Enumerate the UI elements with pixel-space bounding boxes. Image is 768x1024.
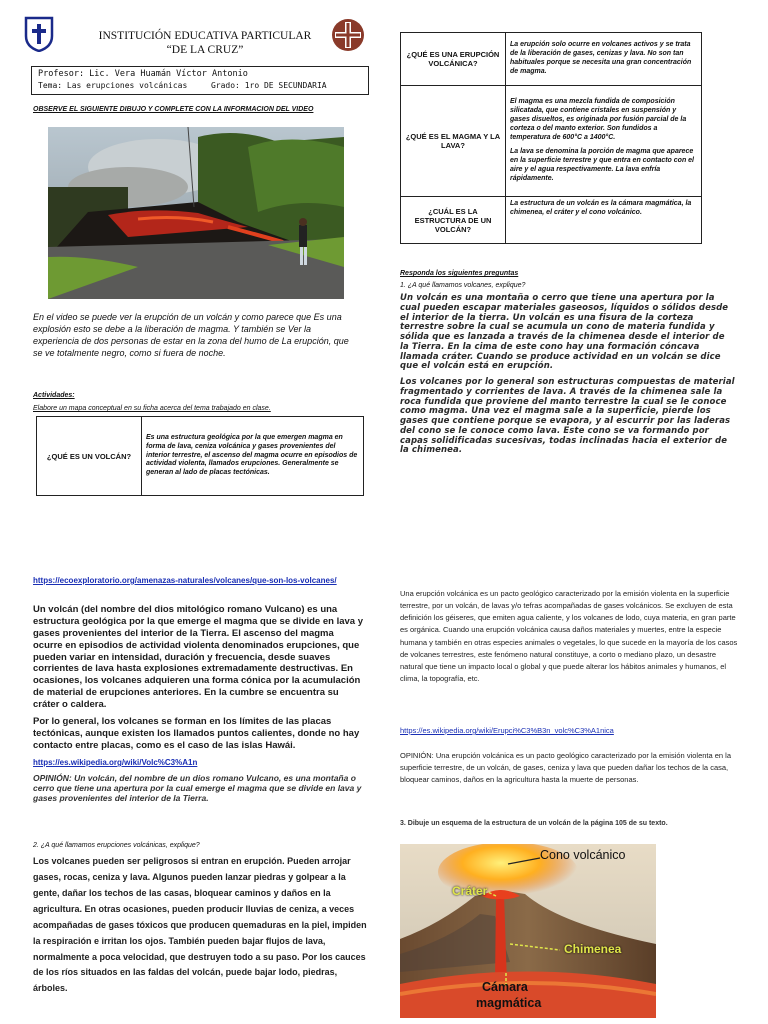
question-cell: ¿QUÉ ES UN VOLCÁN? (37, 417, 142, 496)
grade-value: 1ro DE SECUNDARIA (244, 81, 327, 90)
question-cell: ¿CUÁL ES LA ESTRUCTURA DE UN VOLCÁN? (401, 197, 506, 244)
eruption-paragraph: Una erupción volcánica es un pacto geológico caracterizado por la emisión violenta en la superficie terrestre, por un volcán, de lavas y/o tefras acompañadas de gases volcánicos. Se excluyen de esta definición los géiseres, que emiten agua caliente, y los volcanes de lodo, cuya materia, en gran parte es orgánica. Cuando una erupción volcánica causa daños materiales y muertes, entre la especie humana y también en otras especies animales o vegetales, lo que sucede en la mayoría de los casos de volcanes terrestres, este fenómeno natural constituye, a corto o mediano plazo, un desastre natural que tiene un impacto local o global y que puede alterar los hábitos animales y humanos, el clima, la topografía, etc. (400, 589, 738, 683)
instruction-heading: OBSERVE EL SIGUIENTE DIBUJO Y COMPLETE CON LA INFORMACION DEL VIDEO (33, 106, 314, 113)
answer-cell: Es una estructura geológica por la que emergen magma en forma de lava, ceniza volcánica y gases provenientes del interior terrestre, el ascenso del magma ocurre en episodios de actividad violenta, llamados erupciones. Generalmente se generan al lado de placas tectónicas. (142, 417, 364, 496)
volcano-paragraph-1: Un volcán (del nombre del dios mitológico romano Vulcano) es una estructura geológica por la que emerge el magma que se divide en lava y gases provenientes del interior de la Tierra. El ascenso del magma ocurre en episodios de actividad violenta denominados erupciones, que pueden variar en intensidad, duración y frecuencia, desde suaves corrientes de lava hasta explosiones extremadamente destructivas. En ocasiones, los volcanes adquieren una forma cónica por la acumulación de material de erupciones anteriores. En la cumbre se encuentra su cráter o caldera. (33, 604, 363, 710)
activities-title: Actividades: (33, 392, 75, 399)
school-crest-left (24, 16, 54, 52)
lava-definition: La lava se denomina la porción de magma que aparece en la superficie terrestre y que entra en contacto con el aire y el agua respectivamente. La lava enfría rápidamente. (510, 148, 695, 183)
activities-instruction: Elabore un mapa conceptual en su ficha acerca del tema trabajado en clase. (33, 405, 271, 412)
school-crest-right (331, 18, 365, 52)
table-row (401, 197, 702, 244)
volcano-paragraph-2: Por lo general, los volcanes se forman en los límites de las placas tectónicas, aunque existen los llamados puntos calientes, donde no hay contacto entre placas, como es el caso de las islas Hawái. (33, 716, 360, 751)
label-chimney: Chimenea (564, 942, 622, 956)
question-1: 1. ¿A qué llamamos volcanes, explique? (400, 282, 526, 289)
label-chamber-line-1: Cámara (482, 980, 528, 994)
answer-cell: La estructura de un volcán es la cámara magmática, la chimenea, el cráter y el cono volcánico. (506, 197, 702, 244)
source-link-2[interactable]: https://es.wikipedia.org/wiki/Volc%C3%A1n (33, 758, 198, 767)
table-row (401, 33, 702, 86)
answer-2: Los volcanes pueden ser peligrosos si entran en erupción. Pueden arrojar gases, rocas, ceniza y lava. Algunos pueden lanzar piedras y golpear a la gente, dañar los techos de las casas, bloquear caminos y daños en la agricultura. En otras ocasiones, pueden producir lluvias de ceniza, a veces acompañadas de gases tóxicos que producen quemaduras en la piel, impiden la respiración e irritan los ojos. También pueden bajar flujos de lava, normalmente a poca velocidad, que destruyen todo a su paso. Por los cauces de los ríos situados en las faldas del volcán, puede bajar lodo, piedras, árboles. (33, 856, 367, 994)
answer-1-paragraph-2: Los volcanes por lo general son estructuras compuestas de material fragmentado y corrientes de lava. A través de la chimenea sale la roca fundida que proviene del manto terrestre la cual se le conoce como magma. Una vez el magma sale a la superficie, pierde los gases que contiene porque se evapora, y al escurrir por las laderas del cono se le conoce como lava. Este cono se va formando por capas solidificadas sucesivas, todas inclinadas hacia el exterior de la chimenea. (400, 377, 735, 456)
table-row (401, 86, 702, 197)
teacher-name: Profesor: Lic. Vera Huamán Víctor Antonio (38, 69, 248, 79)
answer-1-paragraph-1: Un volcán es una montaña o cerro que tiene una apertura por la cual pueden escapar materiales gaseosos, líquidos o sólidos desde el interior de la tierra. Un volcán es una fisura de la corteza terrestre sobre la cual se acumula un cono de materia fundida y sólida que es lanzada a través de la chimenea desde el interior de la Tierra. En la cima de este cono hay una formación cóncava llamada cráter. Cuando se produce actividad en un volcán se dice que el volcán está en erupción. (400, 293, 729, 372)
eruption-photo (48, 127, 344, 299)
opinion-eruption: OPINIÓN: Una erupción volcánica es un pacto geológico caracterizado por la emisión violenta en la superficie terrestre, de un volcán, de gases, ceniza y lava que pueden dañar los techos de la casa, bloquear caminos, daños en la agricultura hasta la muerte de personas. (400, 751, 732, 785)
school-name: INSTITUCIÓN EDUCATIVA PARTICULAR (98, 30, 312, 42)
answer-cell (506, 86, 702, 197)
concept-table (400, 32, 702, 244)
answer-cell: La erupción solo ocurre en volcanes activos y se trata de la liberación de gases, cenizas y lava. No son tan habituales porque se necesita una gran concentración de magma. (506, 33, 702, 86)
answer-1 (400, 294, 736, 462)
volcano-structure-diagram (400, 844, 656, 1018)
label-chamber-line-2: magmática (476, 996, 542, 1010)
topic-line (38, 81, 327, 90)
label-crater: Cráter (452, 884, 488, 898)
teacher-box (31, 66, 369, 95)
question-3: 3. Dibuje un esquema de la estructura de un volcán de la página 105 de su texto. (400, 820, 668, 827)
opinion-volcano: OPINIÓN: Un volcán, del nombre de un dios romano Vulcano, es una montaña o cerro que tiene una apertura por la cual emerge el magma que se divide en lava y gases provenientes del interior de la Tierra. (33, 773, 362, 804)
video-description: En el video se puede ver la erupción de un volcán y como parece que Es una explosión esto se debe a la liberación de magma. Y también se Ver la experiencia de dos personas de estar en la zona del humo de La erupción, que se ve totalmente negro, como si fuera de noche. (33, 312, 349, 359)
source-link-1[interactable]: https://ecoexploratorio.org/amenazas-naturales/volcanes/que-son-los-volcanes/ (33, 576, 337, 585)
question-cell: ¿QUÉ ES EL MAGMA Y LA LAVA? (401, 86, 506, 197)
topic: Tema: Las erupciones volcánicas (38, 81, 188, 90)
questions-title: Responda los siguientes preguntas (400, 270, 519, 277)
grade-label: Grado: (210, 81, 240, 90)
source-link-3[interactable]: https://es.wikipedia.org/wiki/Erupci%C3%B3n_volc%C3%A1nica (400, 726, 614, 735)
question-cell: ¿QUÉ ES UNA ERUPCIÓN VOLCÁNICA? (401, 33, 506, 86)
volcano-definition-table (36, 416, 364, 496)
table-row (37, 417, 364, 496)
label-cone: Cono volcánico (540, 848, 626, 862)
question-2: 2. ¿A qué llamamos erupciones volcánicas, explique? (33, 842, 200, 849)
magma-definition: El magma es una mezcla fundida de composición silicatada, que contiene cristales en suspensión y gases disueltos, es originada por fusión parcial de la corteza o del manto exterior. Son fundidos a temperatura de 600°C a 1400°C. (510, 97, 687, 141)
school-subtitle: “DE LA CRUZ” (166, 44, 244, 56)
